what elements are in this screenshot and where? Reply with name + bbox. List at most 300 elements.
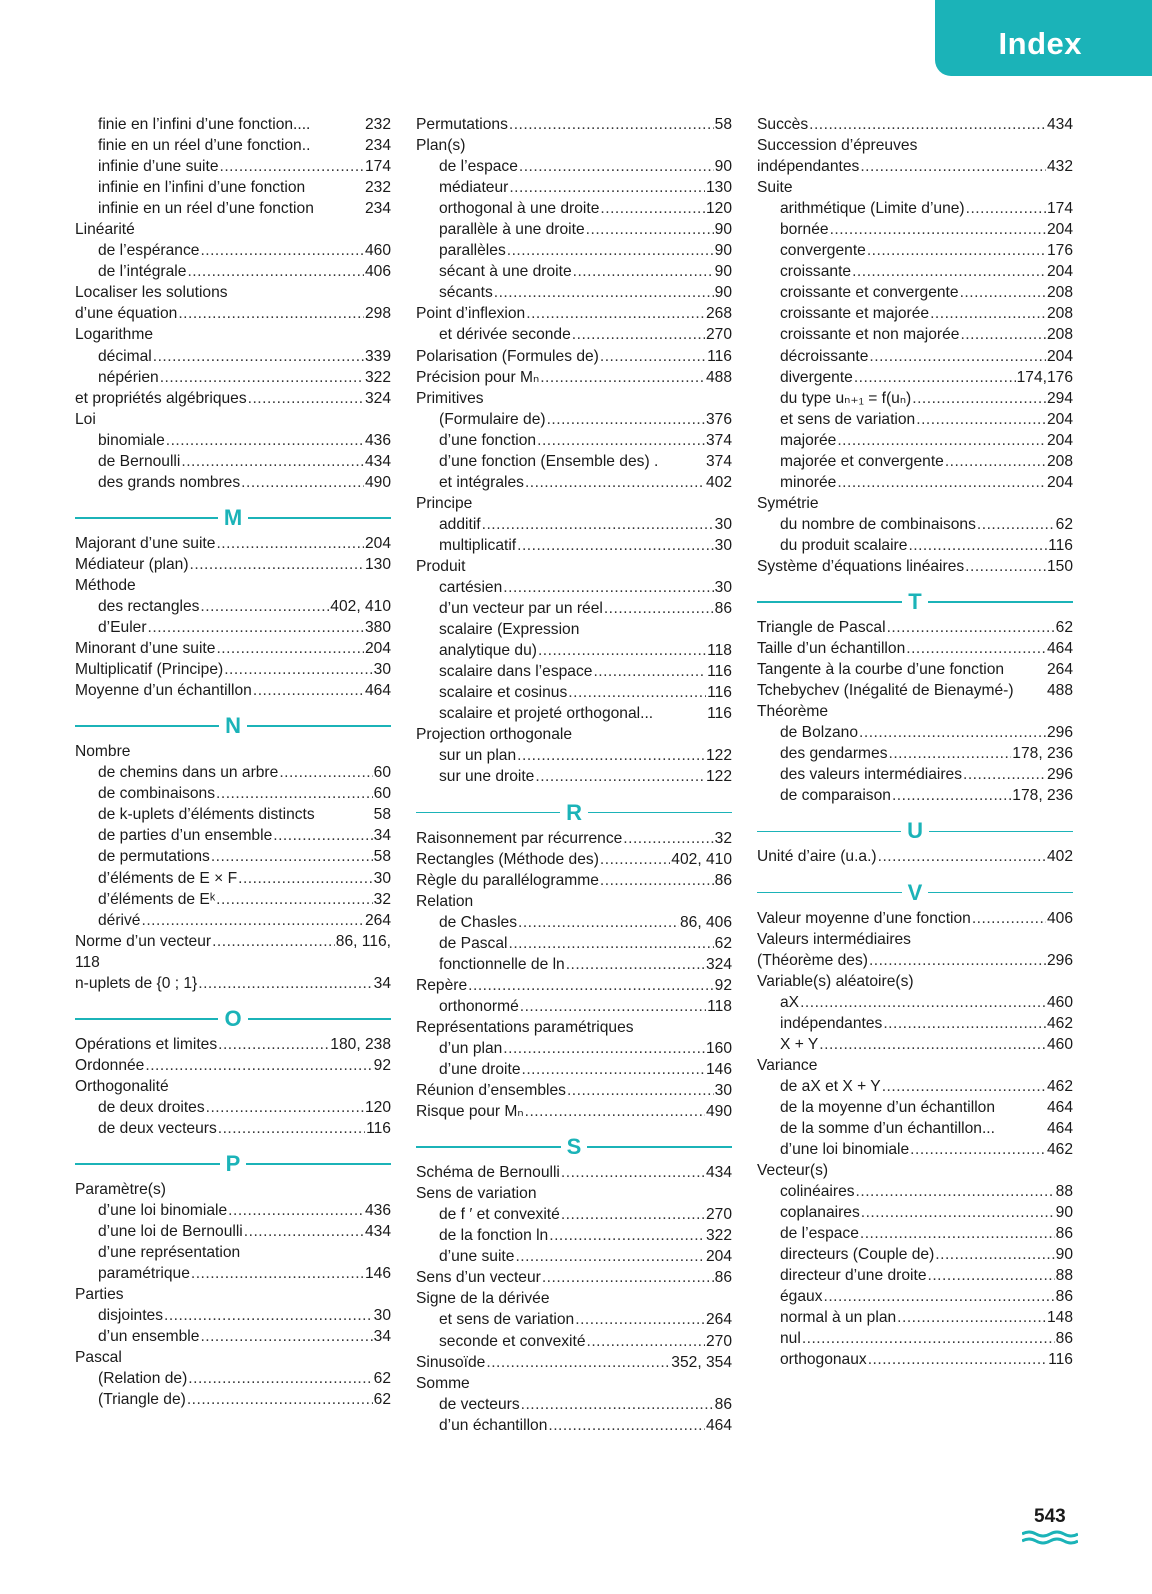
index-term: majorée et convergente bbox=[780, 452, 944, 470]
index-entry bbox=[416, 556, 732, 577]
index-page-ref: 234 bbox=[364, 200, 391, 218]
index-term: finie en l’infini d’une fonction.... bbox=[98, 116, 311, 133]
dot-leader bbox=[860, 1223, 1055, 1244]
index-page-ref: 34 bbox=[373, 827, 391, 845]
index-entry bbox=[416, 724, 732, 745]
dot-leader bbox=[966, 198, 1046, 219]
index-page-ref: 324 bbox=[705, 955, 732, 973]
index-entry bbox=[757, 1244, 1073, 1265]
index-page-ref: 92 bbox=[373, 1056, 391, 1074]
index-term: Risque pour Mₙ bbox=[416, 1103, 524, 1121]
index-entry bbox=[757, 1118, 1073, 1139]
index-page-ref: 270 bbox=[705, 326, 732, 344]
index-page-ref: 406 bbox=[1046, 909, 1073, 927]
index-page-ref: 160 bbox=[705, 1039, 732, 1057]
index-term: Méthode bbox=[75, 576, 136, 594]
section-letter: U bbox=[907, 818, 923, 844]
section-letter: N bbox=[225, 713, 241, 739]
index-term: analytique du) bbox=[439, 642, 537, 660]
index-page-ref: 146 bbox=[705, 1061, 732, 1079]
index-term: Valeurs intermédiaires bbox=[757, 930, 911, 948]
dot-leader bbox=[200, 240, 364, 261]
index-entry bbox=[75, 762, 391, 783]
index-entry bbox=[757, 177, 1073, 198]
dot-leader bbox=[521, 1394, 714, 1415]
index-page-ref: 352, 354 bbox=[671, 1353, 732, 1371]
index-entry bbox=[757, 701, 1073, 722]
index-entry bbox=[757, 1349, 1073, 1370]
dot-leader bbox=[928, 1265, 1055, 1286]
section-letter: V bbox=[907, 879, 923, 905]
index-entry bbox=[75, 952, 391, 973]
index-entry bbox=[757, 950, 1073, 971]
index-page-ref: 434 bbox=[705, 1164, 732, 1182]
index-entry bbox=[757, 430, 1073, 451]
index-entry bbox=[757, 303, 1073, 324]
index-entry bbox=[75, 1305, 391, 1326]
dot-leader bbox=[600, 198, 705, 219]
letter-separator bbox=[416, 799, 732, 827]
dot-leader bbox=[960, 324, 1046, 345]
index-page-ref: 464 bbox=[705, 1416, 732, 1434]
index-term: Triangle de Pascal bbox=[757, 619, 886, 637]
index-term: n-uplets de {0 ; 1} bbox=[75, 974, 198, 992]
index-term: des valeurs intermédiaires bbox=[780, 766, 963, 784]
index-page-ref: 204 bbox=[1046, 431, 1073, 449]
dot-leader bbox=[809, 114, 1046, 135]
dot-leader bbox=[153, 346, 364, 367]
index-term: Médiateur (plan) bbox=[75, 555, 189, 573]
dot-leader bbox=[604, 598, 714, 619]
index-entry bbox=[75, 367, 391, 388]
index-term: Projection orthogonale bbox=[416, 726, 573, 744]
index-page-ref: 120 bbox=[705, 200, 732, 218]
dot-leader bbox=[200, 596, 329, 617]
index-term: Linéarité bbox=[75, 221, 135, 239]
index-entry bbox=[416, 324, 732, 345]
dot-leader bbox=[228, 1200, 364, 1221]
index-entry bbox=[75, 973, 391, 994]
index-term: Suite bbox=[757, 179, 793, 197]
index-entry bbox=[416, 577, 732, 598]
index-entry bbox=[75, 451, 391, 472]
dot-leader bbox=[141, 910, 363, 931]
index-entry bbox=[757, 409, 1073, 430]
dot-leader bbox=[525, 472, 705, 493]
index-page-ref: 90 bbox=[1055, 1204, 1073, 1222]
index-entry bbox=[416, 1225, 732, 1246]
dot-leader bbox=[145, 1055, 372, 1076]
index-term: Symétrie bbox=[757, 494, 819, 512]
index-term: Repère bbox=[416, 976, 468, 994]
index-term: égaux bbox=[780, 1288, 823, 1306]
dot-leader bbox=[503, 577, 713, 598]
dot-leader bbox=[244, 1221, 364, 1242]
index-term: sur une droite bbox=[439, 768, 535, 786]
index-entry bbox=[416, 177, 732, 198]
index-page-ref: 120 bbox=[364, 1098, 391, 1116]
index-term: Schéma de Bernoulli bbox=[416, 1164, 560, 1182]
index-entry bbox=[416, 619, 732, 640]
index-page-ref: 296 bbox=[1046, 951, 1073, 969]
index-page-ref: 62 bbox=[1055, 619, 1073, 637]
dot-leader bbox=[198, 973, 372, 994]
index-term: d’un plan bbox=[439, 1039, 503, 1057]
index-term: (Relation de) bbox=[98, 1370, 188, 1388]
index-term: parallèle à une droite bbox=[439, 221, 585, 239]
index-page-ref: 460 bbox=[1046, 1035, 1073, 1053]
index-entry bbox=[416, 514, 732, 535]
index-entry bbox=[757, 240, 1073, 261]
dot-leader bbox=[253, 680, 364, 701]
index-entry bbox=[75, 1389, 391, 1410]
index-page-ref: 58 bbox=[373, 806, 391, 824]
index-page-ref: 298 bbox=[364, 305, 391, 323]
dot-leader bbox=[509, 177, 705, 198]
index-term: de comparaison bbox=[780, 787, 891, 805]
index-entry bbox=[757, 1013, 1073, 1034]
index-term: orthogonal à une droite bbox=[439, 200, 600, 218]
index-entry bbox=[757, 1076, 1073, 1097]
index-entry bbox=[75, 135, 391, 156]
index-term: d’un ensemble bbox=[98, 1328, 200, 1346]
index-entry bbox=[757, 638, 1073, 659]
dot-leader bbox=[916, 409, 1046, 430]
index-page-ref: 90 bbox=[714, 284, 732, 302]
index-entry bbox=[757, 367, 1073, 388]
index-term: de deux vecteurs bbox=[98, 1119, 217, 1137]
index-page-ref: 88 bbox=[1055, 1183, 1073, 1201]
dot-leader bbox=[623, 828, 713, 849]
index-term: de l’espace bbox=[439, 158, 518, 176]
index-term: d’une représentation bbox=[98, 1244, 241, 1262]
index-term: sécants bbox=[439, 284, 493, 302]
dot-leader bbox=[935, 1244, 1054, 1265]
index-page-ref: 30 bbox=[373, 1307, 391, 1325]
dot-leader bbox=[187, 261, 364, 282]
index-term: directeurs (Couple de) bbox=[780, 1246, 935, 1264]
dot-leader bbox=[216, 783, 373, 804]
index-entry bbox=[757, 1202, 1073, 1223]
index-page-ref: 118 bbox=[707, 642, 732, 660]
dot-leader bbox=[561, 1204, 705, 1225]
index-term: scalaire dans l’espace bbox=[439, 663, 593, 681]
index-entry bbox=[416, 912, 732, 933]
index-term: Produit bbox=[416, 557, 466, 575]
dot-leader bbox=[869, 346, 1046, 367]
index-page-ref: 376 bbox=[705, 410, 732, 428]
index-term: de aX et X + Y bbox=[780, 1077, 881, 1095]
index-page-ref: 86 bbox=[1055, 1330, 1073, 1348]
index-page-ref: 34 bbox=[373, 1328, 391, 1346]
dot-leader bbox=[220, 156, 364, 177]
index-term: orthonormé bbox=[439, 997, 519, 1015]
index-entry bbox=[416, 303, 732, 324]
index-term: Loi bbox=[75, 410, 96, 428]
index-page-ref: 324 bbox=[364, 389, 391, 407]
index-term: Plan(s) bbox=[416, 137, 466, 155]
index-page-ref: 374 bbox=[705, 452, 732, 470]
dot-leader bbox=[548, 1415, 705, 1436]
index-entry bbox=[757, 514, 1073, 535]
dot-leader bbox=[526, 303, 705, 324]
index-page-ref: 294 bbox=[1046, 389, 1073, 407]
index-entry bbox=[75, 177, 391, 198]
dot-leader bbox=[859, 722, 1046, 743]
index-page-ref: 90 bbox=[714, 221, 732, 239]
index-term: népérien bbox=[98, 368, 159, 386]
dot-leader bbox=[561, 1162, 705, 1183]
index-term: et propriétés algébriques bbox=[75, 389, 247, 407]
separator-line bbox=[75, 725, 219, 727]
index-entry bbox=[75, 1221, 391, 1242]
dot-leader bbox=[868, 1349, 1047, 1370]
section-letter: M bbox=[223, 504, 243, 530]
dot-leader bbox=[218, 1118, 365, 1139]
index-entry bbox=[416, 1373, 732, 1394]
index-entry bbox=[757, 282, 1073, 303]
index-entry bbox=[416, 1331, 732, 1352]
index-entry bbox=[757, 992, 1073, 1013]
index-entry bbox=[416, 640, 732, 661]
dot-leader bbox=[238, 868, 373, 889]
index-entry bbox=[416, 1246, 732, 1267]
dot-leader bbox=[882, 1076, 1046, 1097]
index-term: Règle du parallélogramme bbox=[416, 871, 599, 889]
index-entry bbox=[416, 996, 732, 1017]
index-page-ref: 208 bbox=[1046, 452, 1073, 470]
index-term: dérivé bbox=[98, 911, 141, 929]
index-term: seconde et convexité bbox=[439, 1332, 586, 1350]
index-page-ref: 208 bbox=[1046, 305, 1073, 323]
index-page-ref: 462 bbox=[1046, 1141, 1073, 1159]
index-term: décroissante bbox=[780, 347, 869, 365]
index-term: du produit scalaire bbox=[780, 536, 908, 554]
index-page-ref: 204 bbox=[1046, 473, 1073, 491]
index-page-ref: 116 bbox=[707, 663, 732, 681]
index-entry bbox=[757, 261, 1073, 282]
index-term: fonctionnelle de ln bbox=[439, 955, 565, 973]
index-page-ref: 322 bbox=[705, 1227, 732, 1245]
index-page-ref: 174 bbox=[1046, 200, 1073, 218]
index-term: croissante et convergente bbox=[780, 284, 959, 302]
index-page-ref: 32 bbox=[373, 890, 391, 908]
index-page-ref: 30 bbox=[373, 869, 391, 887]
index-term: infinie en l’infini d’une fonction bbox=[98, 179, 306, 197]
index-term: d’un échantillon bbox=[439, 1416, 548, 1434]
index-page-ref: 462 bbox=[1046, 1077, 1073, 1095]
separator-line bbox=[757, 892, 902, 894]
dot-leader bbox=[517, 745, 705, 766]
index-term: médiateur bbox=[439, 179, 509, 197]
index-entry bbox=[416, 1101, 732, 1122]
index-page-ref: 30 bbox=[714, 579, 732, 597]
index-term: Tangente à la courbe d’une fonction bbox=[757, 661, 1005, 679]
index-entry bbox=[75, 114, 391, 135]
section-letter: S bbox=[566, 1134, 582, 1160]
index-term: Localiser les solutions bbox=[75, 284, 228, 302]
index-page-ref: 270 bbox=[705, 1206, 732, 1224]
index-term: (Formulaire de) bbox=[439, 410, 546, 428]
dot-leader bbox=[600, 346, 706, 367]
index-entry bbox=[416, 1162, 732, 1183]
dot-leader bbox=[482, 514, 714, 535]
index-entry bbox=[75, 1326, 391, 1347]
index-entry bbox=[757, 1139, 1073, 1160]
index-entry bbox=[757, 659, 1073, 680]
index-term: Succès bbox=[757, 116, 809, 133]
index-term: infinie en un réel d’une fonction bbox=[98, 200, 314, 218]
index-page-ref: 322 bbox=[364, 368, 391, 386]
index-term: convergente bbox=[780, 242, 866, 260]
index-entry bbox=[75, 825, 391, 846]
index-page-ref: 86, 116, bbox=[335, 932, 391, 950]
index-entry bbox=[75, 303, 391, 324]
index-term: Orthogonalité bbox=[75, 1077, 169, 1095]
index-entry bbox=[416, 954, 732, 975]
index-entry bbox=[757, 971, 1073, 992]
dot-leader bbox=[538, 640, 706, 661]
dot-leader bbox=[819, 1034, 1046, 1055]
index-entry bbox=[416, 198, 732, 219]
index-term: Unité d’aire (u.a.) bbox=[757, 848, 877, 866]
section-letter: R bbox=[566, 799, 582, 825]
index-entry bbox=[757, 764, 1073, 785]
index-entry bbox=[416, 1204, 732, 1225]
index-term: Précision pour Mₙ bbox=[416, 368, 540, 386]
index-term: indépendantes bbox=[780, 1014, 883, 1032]
dot-leader bbox=[566, 954, 705, 975]
index-entry bbox=[416, 1288, 732, 1309]
index-column-3 bbox=[757, 114, 1073, 1371]
dot-leader bbox=[241, 472, 364, 493]
index-entry bbox=[757, 1181, 1073, 1202]
index-page-ref: 62 bbox=[714, 934, 732, 952]
index-entry bbox=[416, 1394, 732, 1415]
index-entry bbox=[416, 1309, 732, 1330]
index-page-ref: 436 bbox=[364, 1202, 391, 1220]
index-term: coplanaires bbox=[780, 1204, 860, 1222]
index-entry bbox=[757, 722, 1073, 743]
index-header-tab bbox=[935, 0, 1152, 76]
dot-leader bbox=[160, 367, 364, 388]
index-page-ref: 86 bbox=[714, 1269, 732, 1287]
index-term: Raisonnement par récurrence bbox=[416, 829, 623, 847]
index-entry bbox=[416, 766, 732, 787]
index-title: Index bbox=[998, 26, 1082, 61]
index-page-ref: 488 bbox=[705, 368, 732, 386]
index-term: de chemins dans un arbre bbox=[98, 764, 279, 782]
separator-line bbox=[757, 831, 901, 833]
index-entry bbox=[75, 1034, 391, 1055]
letter-separator bbox=[416, 1133, 732, 1161]
separator-line bbox=[246, 1163, 391, 1165]
index-entry bbox=[75, 346, 391, 367]
dot-leader bbox=[494, 282, 714, 303]
index-entry bbox=[75, 804, 391, 825]
index-term: de Pascal bbox=[439, 934, 508, 952]
index-term: cartésien bbox=[439, 579, 503, 597]
index-entry bbox=[416, 282, 732, 303]
index-term: parallèles bbox=[439, 242, 506, 260]
index-page-ref: 488 bbox=[1046, 682, 1073, 700]
dot-leader bbox=[520, 996, 706, 1017]
index-term: Polarisation (Formules de) bbox=[416, 347, 599, 365]
index-term: divergente bbox=[780, 368, 853, 386]
dot-leader bbox=[212, 931, 335, 952]
index-entry bbox=[75, 889, 391, 910]
index-page-ref: 34 bbox=[373, 974, 391, 992]
index-page-ref: 234 bbox=[364, 137, 391, 155]
section-letter: P bbox=[225, 1151, 241, 1177]
index-entry bbox=[757, 1265, 1073, 1286]
index-entry bbox=[757, 1160, 1073, 1181]
separator-line bbox=[75, 1018, 218, 1020]
index-entry bbox=[75, 219, 391, 240]
index-page-ref: 460 bbox=[1046, 993, 1073, 1011]
index-entry bbox=[757, 1307, 1073, 1328]
index-page-ref: 380 bbox=[364, 619, 391, 637]
index-term: Primitives bbox=[416, 389, 484, 407]
index-entry bbox=[75, 1368, 391, 1389]
index-entry bbox=[416, 933, 732, 954]
index-entry bbox=[757, 680, 1073, 701]
index-page-ref: 118 bbox=[707, 997, 732, 1015]
index-term: des grands nombres bbox=[98, 473, 241, 491]
index-entry bbox=[757, 451, 1073, 472]
index-entry bbox=[757, 785, 1073, 806]
index-term: de f ′ et convexité bbox=[439, 1206, 560, 1224]
dot-leader bbox=[224, 659, 372, 680]
index-page-ref: 178, 236 bbox=[1012, 745, 1073, 763]
index-entry bbox=[75, 388, 391, 409]
dot-leader bbox=[542, 1267, 714, 1288]
index-term: Variance bbox=[757, 1056, 818, 1074]
index-page-ref: 402, 410 bbox=[671, 850, 732, 868]
index-entry bbox=[416, 1352, 732, 1373]
letter-separator bbox=[75, 504, 391, 532]
index-entry bbox=[757, 198, 1073, 219]
index-page-ref: 116 bbox=[366, 1119, 391, 1137]
dot-leader bbox=[216, 889, 373, 910]
dot-leader bbox=[515, 1246, 705, 1267]
index-term: des gendarmes bbox=[780, 745, 888, 763]
index-entry bbox=[757, 156, 1073, 177]
dot-leader bbox=[568, 682, 706, 703]
dot-leader bbox=[190, 554, 364, 575]
index-term: additif bbox=[439, 515, 481, 533]
index-page-ref: 30 bbox=[714, 515, 732, 533]
index-page-ref: 176 bbox=[1046, 242, 1073, 260]
index-entry bbox=[416, 219, 732, 240]
index-page-ref: 148 bbox=[1046, 1309, 1073, 1327]
dot-leader bbox=[535, 766, 705, 787]
index-term: de la moyenne d’un échantillon bbox=[780, 1098, 996, 1116]
dot-leader bbox=[930, 303, 1046, 324]
index-entry bbox=[416, 682, 732, 703]
index-entry bbox=[416, 661, 732, 682]
dot-leader bbox=[567, 1080, 714, 1101]
dot-leader bbox=[861, 1202, 1055, 1223]
index-page-ref: 86 bbox=[1055, 1288, 1073, 1306]
index-term: Variable(s) aléatoire(s) bbox=[757, 972, 914, 990]
index-term: infinie d’une suite bbox=[98, 158, 219, 176]
index-term: (Théorème des) bbox=[757, 951, 868, 969]
index-term: d’un vecteur par un réel bbox=[439, 600, 603, 618]
index-page-ref: 58 bbox=[373, 848, 391, 866]
dot-leader bbox=[187, 1389, 373, 1410]
letter-separator bbox=[757, 588, 1073, 616]
